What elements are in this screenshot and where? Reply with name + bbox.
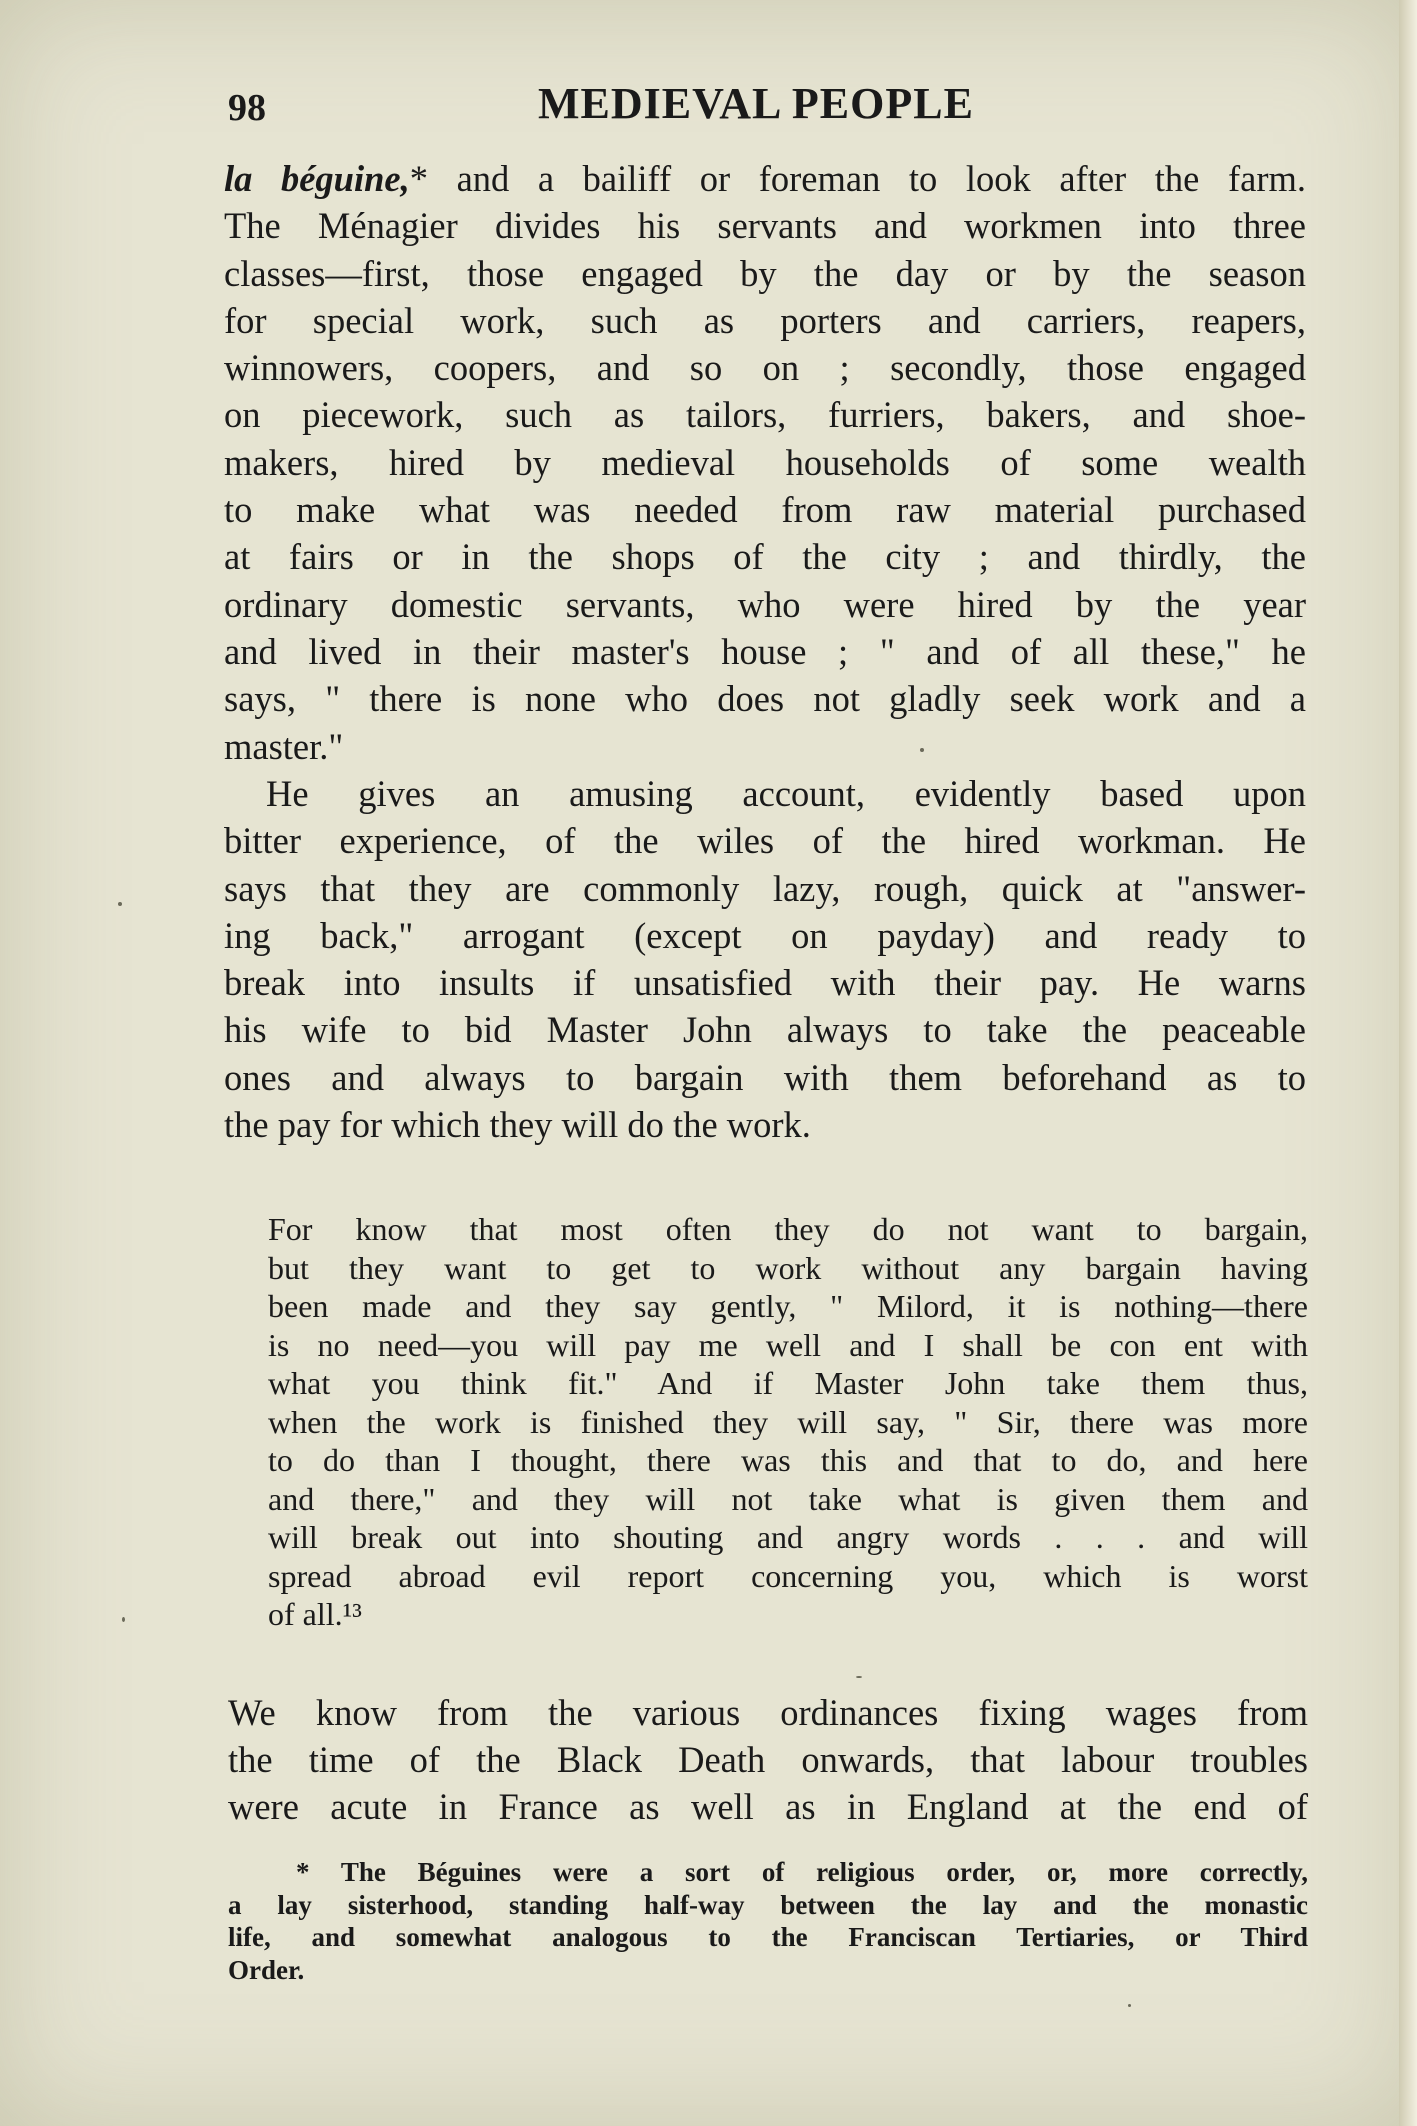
paper-speck [118,902,122,906]
paragraph-line: We know from the various ordinances fixing wages from [228,1692,1308,1733]
paragraph-line: winnowers, coopers, and so on ; secondly, those engaged [224,347,1306,389]
quote-line: will break out into shouting and angry words . . . and will [268,1519,1308,1555]
quote-line: For know that most often they do not want to bargain, [268,1211,1308,1247]
paper-speck [920,748,924,752]
quote-line: and there," and they will not take what is given them and [268,1480,1308,1517]
paragraph-1 [224,155,1306,770]
quote-line: but they want to get to work without any bargain having [268,1249,1308,1286]
paragraph-line: says that they are commonly lazy, rough, quick at "answer- [224,867,1306,909]
paragraph-line: classes—first, those engaged by the day or by the season [224,252,1306,294]
quote-line: to do than I thought, there was this and that to do, and here [268,1442,1308,1478]
paragraph-line: to make what was needed from raw material purchased [224,489,1306,531]
page-edge [1399,0,1417,2126]
paragraph-line: at fairs or in the shops of the city ; and thirdly, the [224,536,1306,578]
page-header [228,78,1308,138]
paragraph-line: the pay for which they will do the work. [224,1104,811,1146]
italic-phrase: la béguine, [224,158,410,199]
paragraph-line: ordinary domestic servants, who were hired by the year [224,583,1306,625]
paragraph-2 [224,770,1306,1148]
paragraph-line: break into insults if unsatisfied with their pay. He warns [224,962,1306,1004]
footnote-line: life, and somewhat analogous to the Franciscan Tertiaries, or Third [228,1922,1308,1952]
paper-speck [122,1617,125,1622]
paragraph-line: ones and always to bargain with them beforehand as to [224,1056,1306,1098]
paper-speck [1128,2004,1131,2007]
quote-line: what you think fit." And if Master John take them thus, [268,1365,1308,1401]
paragraph-line: makers, hired by medieval households of some wealth [224,441,1306,483]
paragraph-line: He gives an amusing account, evidently based upon [266,773,1306,814]
footnote-line: Order. [228,1954,305,1985]
paragraph-line: his wife to bid Master John always to take the peaceable [224,1009,1306,1051]
running-head: MEDIEVAL PEOPLE [538,79,974,128]
quote-line: is no need—you will pay me well and I shall be con ent with [268,1326,1308,1363]
paragraph-line: were acute in France as well as in England at the end of [228,1786,1308,1827]
paragraph-line: master." [224,725,344,767]
paragraph-line: for special work, such as porters and carriers, reapers, [224,299,1306,341]
paper-speck [856,1676,862,1678]
paragraph-line: the time of the Black Death onwards, that labour troubles [228,1739,1308,1780]
paragraph-line: The Ménagier divides his servants and workmen into three [224,205,1306,247]
block-quote [268,1210,1308,1634]
quote-line: been made and they say gently, " Milord, it is nothing—there [268,1288,1308,1324]
footnote-line: * The Béguines were a sort of religious order, or, more correctly, [296,1857,1308,1887]
quote-line: spread abroad evil report concerning you, which is worst [268,1557,1308,1594]
quote-line: when the work is finished they will say, " Sir, there was more [268,1403,1308,1440]
paragraph-line: ing back," arrogant (except on payday) and ready to [224,914,1306,956]
closing-paragraph [228,1689,1308,1830]
paragraph-line: on piecework, such as tailors, furriers, bakers, and shoe- [224,394,1306,436]
paragraph-line: and lived in their master's house ; " and of all these," he [224,630,1306,672]
quote-line: of all.¹³ [268,1596,362,1632]
paragraph-line: la béguine,* and a bailiff or foreman to look after the farm. [224,158,1306,199]
page-number: 98 [228,87,266,129]
footnote [228,1856,1308,1986]
paragraph-line: bitter experience, of the wiles of the hired workman. He [224,820,1306,862]
footnote-line: a lay sisterhood, standing half-way between the lay and the monastic [228,1889,1308,1920]
paragraph-line: says, " there is none who does not gladly seek work and a [224,678,1306,720]
